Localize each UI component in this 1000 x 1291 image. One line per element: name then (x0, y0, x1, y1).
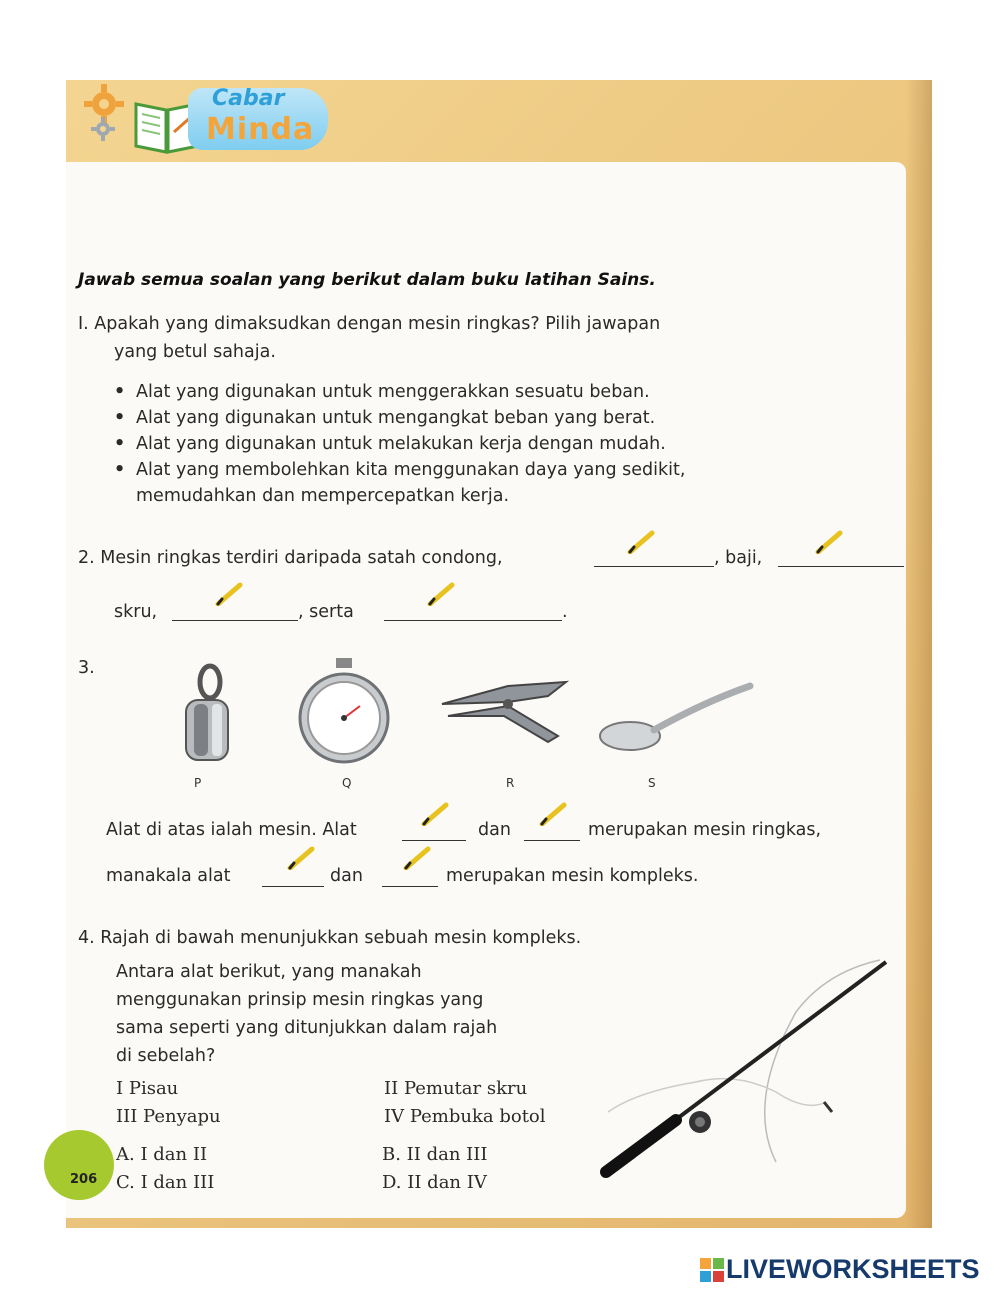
q1-option-4: • Alat yang membolehkan kita menggunakan daya yang sedikit, (136, 460, 685, 480)
q2-blank-4[interactable] (384, 620, 562, 621)
pencil-icon[interactable] (426, 582, 456, 606)
q4-item-ii: II Pemutar skru (384, 1078, 528, 1099)
q2-part1: 2. Mesin ringkas terdiri daripada satah condong, (78, 548, 503, 568)
page-number-badge (44, 1130, 114, 1200)
q2-part4: , serta (298, 602, 354, 622)
label-r: R (506, 776, 515, 790)
q1-option-1: • Alat yang digunakan untuk menggerakkan sesuatu beban. (136, 382, 650, 402)
q4-question-line1: Antara alat berikut, yang manakah (116, 962, 422, 982)
q3-number: 3. (78, 658, 95, 678)
q2-blank-2[interactable] (778, 566, 904, 567)
brand-title-line1: Cabar (212, 86, 285, 111)
q1-option-3: • Alat yang digunakan untuk melakukan kerja dengan mudah. (136, 434, 666, 454)
q4-choice-b[interactable]: B. II dan III (382, 1144, 488, 1165)
pencil-icon[interactable] (214, 582, 244, 606)
worksheet-paper (66, 162, 906, 1218)
q2-blank-3[interactable] (172, 620, 298, 621)
q2-part3: skru, (114, 602, 158, 622)
stopwatch-image (296, 656, 392, 766)
textbook-page (66, 80, 932, 1228)
page-edge-shadow (906, 80, 932, 1228)
q4-choice-d[interactable]: D. II dan IV (382, 1172, 487, 1193)
pencil-icon[interactable] (626, 530, 656, 554)
instruction-text: Jawab semua soalan yang berikut dalam buku latihan Sains. (78, 270, 656, 290)
spoon-image (594, 682, 754, 756)
q3-blank-3[interactable] (262, 886, 324, 887)
pencil-icon[interactable] (538, 802, 568, 826)
label-q: Q (342, 776, 352, 790)
q3-blank-1[interactable] (402, 840, 466, 841)
q1-line1: I. Apakah yang dimaksudkan dengan mesin ringkas? Pilih jawapan (78, 314, 661, 334)
q3-line2-c: merupakan mesin kompleks. (446, 866, 699, 886)
q3-blank-2[interactable] (524, 840, 580, 841)
q1-option-4-cont: memudahkan dan mempercepatkan kerja. (136, 486, 510, 506)
liveworksheets-logo-icon (700, 1258, 724, 1282)
q3-line1-a: Alat di atas ialah mesin. Alat (106, 820, 357, 840)
q4-question-line3: sama seperti yang ditunjukkan dalam rajah (116, 1018, 498, 1038)
q4-question-line2: menggunakan prinsip mesin ringkas yang (116, 990, 484, 1010)
q4-choice-c[interactable]: C. I dan III (116, 1172, 215, 1193)
page-number: 206 (70, 1172, 98, 1187)
q1-line2: yang betul sahaja. (114, 342, 276, 362)
q3-blank-4[interactable] (382, 886, 438, 887)
pencil-icon[interactable] (286, 846, 316, 870)
pencil-icon[interactable] (402, 846, 432, 870)
watermark-text: LIVEWORKSHEETS (726, 1254, 980, 1284)
q1-option-2: • Alat yang digunakan untuk mengangkat beban yang berat. (136, 408, 655, 428)
pencil-icon[interactable] (814, 530, 844, 554)
section-header (76, 80, 396, 162)
q2-blank-1[interactable] (594, 566, 714, 567)
pulley-image (174, 662, 240, 766)
small-gear-icon (90, 116, 116, 142)
q2-part5: . (562, 602, 568, 622)
q4-intro: 4. Rajah di bawah menunjukkan sebuah mesin kompleks. (78, 928, 582, 948)
q3-line2-b: dan (330, 866, 363, 886)
fishing-rod-image (596, 952, 896, 1192)
q3-line1-b: dan (478, 820, 511, 840)
q2-part2: , baji, (714, 548, 763, 568)
q4-item-iii: III Penyapu (116, 1106, 221, 1127)
q4-question-line4: di sebelah? (116, 1046, 216, 1066)
brand-title-line2: Minda (206, 112, 315, 147)
pencil-icon[interactable] (420, 802, 450, 826)
q4-choice-a[interactable]: A. I dan II (116, 1144, 208, 1165)
q3-line1-c: merupakan mesin ringkas, (588, 820, 822, 840)
q4-item-iv: IV Pembuka botol (384, 1106, 546, 1127)
hole-punch-pliers-image (438, 674, 574, 748)
q4-item-i: I Pisau (116, 1078, 179, 1099)
q3-line2-a: manakala alat (106, 866, 231, 886)
label-p: P (194, 776, 202, 790)
label-s: S (648, 776, 656, 790)
